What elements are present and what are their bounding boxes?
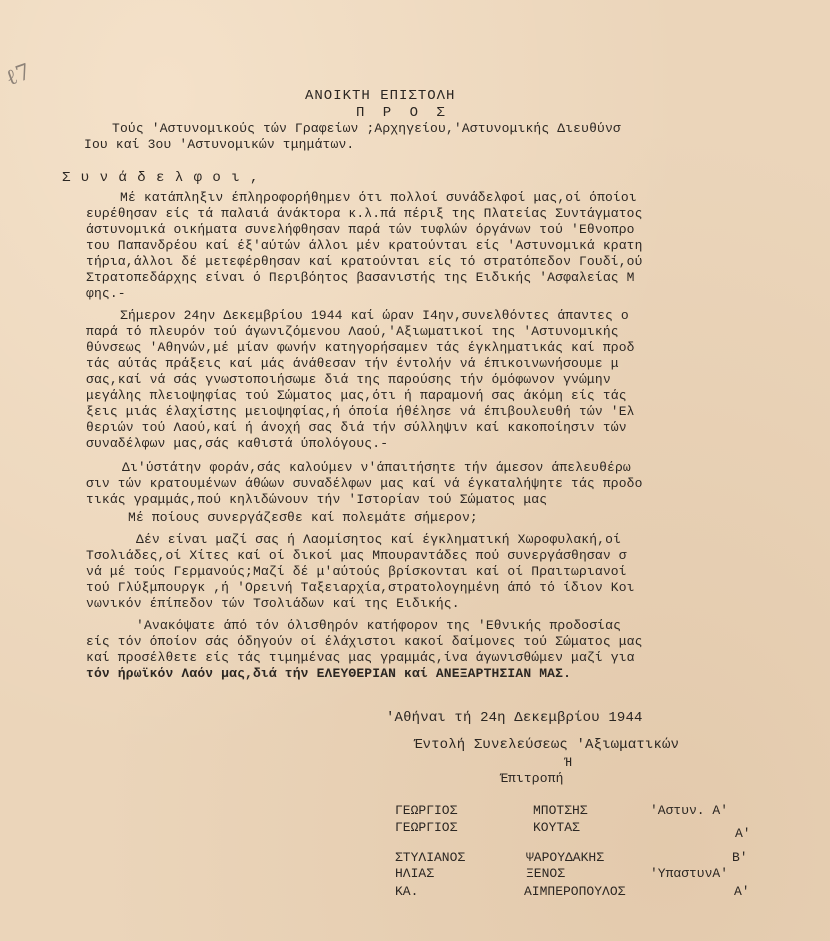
paragraph-line: μεγάλης πλειοψηφίας τού Σώματος μας,ότι ή παραμονή σας άκόμη είς τάς bbox=[86, 388, 627, 403]
signatory-last-name: ΨΑΡΟΥΔΑΚΗΣ bbox=[526, 850, 605, 865]
handwritten-corner-mark: ℓ7 bbox=[2, 59, 35, 92]
paragraph-line: του Παπανδρέου καί έξ'αύτών άλλοι μέν κρατούνται είς 'Αστυνομικά κρατη bbox=[86, 238, 643, 253]
signatory-last-name: ΞΕΝΟΣ bbox=[526, 866, 566, 881]
authority-mark: Ή bbox=[564, 755, 572, 770]
paragraph-line: παρά τό πλευρόν τού άγωνιζόμενου Λαού,'Αξιωματικοί της 'Αστυνομικής bbox=[86, 324, 619, 339]
letter-title: ΑΝΟΙΚΤΗ ΕΠΙΣΤΟΛΗ bbox=[305, 88, 456, 104]
paragraph-line: τόν ήρωϊκόν Λαόν μας,διά τήν ΕΛΕΥΘΕΡΙΑΝ καί ΑΝΕΞΑΡΤΗΣΙΑΝ ΜΑΣ. bbox=[86, 666, 572, 681]
paragraph-line: 'Ανακόψατε άπό τόν όλισθηρόν κατήφορον της 'Εθνικής προδοσίας bbox=[136, 618, 622, 633]
committee-line: Έπιτροπή bbox=[500, 771, 564, 786]
letter-subtitle: Π Ρ Ο Σ bbox=[356, 105, 450, 121]
date-line: 'Αθήναι τή 24η Δεκεμβρίου 1944 bbox=[386, 710, 643, 726]
signatory-last-name: ΜΠΟΤΣΗΣ bbox=[533, 803, 588, 818]
paragraph-line: Τσολιάδες,οί Χίτες καί οί δικοί μας Μπουραντάδες πού συνεργάσθησαν σ bbox=[86, 548, 627, 563]
paragraph-line: Μέ κατάπληξιν έπληροφορήθημεν ότι πολλοί συνάδελφοί μας,οί όποίοι bbox=[120, 190, 637, 205]
paragraph-line: ξεις μιάς έλαχίστης μειοψηφίας,ή όποία ήθέλησε νά έπιβουλευθή τών 'Ελ bbox=[86, 404, 635, 419]
signatory-first-name: ΓΕΩΡΓΙΟΣ bbox=[395, 803, 458, 818]
signatory-first-name: ΗΛΙΑΣ bbox=[395, 866, 435, 881]
paragraph-line: τάς αύτάς πράξεις καί μάς άνάθεσαν τήν έντολήν νά έπικοινωνήσουμε μ bbox=[86, 356, 619, 371]
paragraph-line: φης.- bbox=[86, 286, 126, 301]
signatory-first-name: ΓΕΩΡΓΙΟΣ bbox=[395, 820, 458, 835]
paragraph-line: καί προσέλθετε είς τάς τιμημένας μας γραμμάς,ίνα άγωνισθώμεν μαζί για bbox=[86, 650, 635, 665]
paragraph-line: Στρατοπεδάρχης είναι ό Περιβόητος βασανιστής της Ειδικής 'Ασφαλείας Μ bbox=[86, 270, 635, 285]
paragraph-line: τού Γλύξμπουργκ ,ή 'Ορεινή Ταξειαρχία,στρατολογημένη άπό τό ίδιον Κοι bbox=[86, 580, 635, 595]
signatory-rank: Β' bbox=[732, 850, 748, 865]
paragraph-line: Σήμερον 24ην Δεκεμβρίου 1944 καί ώραν Ι4ην,συνελθόντες άπαντες ο bbox=[120, 308, 629, 323]
signatory-last-name: ΑΙΜΠΕΡΟΠΟΥΛΟΣ bbox=[524, 884, 626, 899]
paragraph-line: είς τόν όποίον σάς όδηγούν οί έλάχιστοι κακοί δαίμονες τού Σώματος μας bbox=[86, 634, 643, 649]
signatory-last-name: ΚΟΥΤΑΣ bbox=[533, 820, 580, 835]
paragraph-line: σιν τών κρατουμένων άθώων συναδέλφων μας καί νά έγκαταλήψητε τάς προδο bbox=[86, 476, 643, 491]
signatory-first-name: ΣΤΥΛΙΑΝΟΣ bbox=[395, 850, 466, 865]
authority-line: Έντολή Συνελεύσεως 'Αξιωματικών bbox=[414, 737, 680, 753]
paragraph-line: συναδέλφων μας,σάς καθιστά ύπολόγους.- bbox=[86, 436, 389, 451]
paragraph-line: Δέν είναι μαζί σας ή Λαομίσητος καί έγκληματική Χωροφυλακή,οί bbox=[136, 532, 622, 547]
signatory-rank: 'Αστυν. Α' bbox=[650, 803, 729, 818]
paragraph-line: θύνσεως 'Αθηνών,μέ μίαν φωνήν κατηγορήσαμεν τάς έγκληματικάς καί προδ bbox=[86, 340, 635, 355]
signatory-rank: Α' bbox=[734, 884, 750, 899]
salutation: Σ υ ν ά δ ε λ φ ο ι , bbox=[62, 170, 260, 186]
paragraph-line: Δι'ύστάτην φοράν,σάς καλούμεν ν'άπαιτήσητε τήν άμεσον άπελευθέρω bbox=[122, 460, 631, 475]
paragraph-line: σας,καί νά σάς γνωστοποιήσωμε διά της παρούσης τήν όμόφωνον γνώμην bbox=[86, 372, 611, 387]
recipients-line: Ιου καί 3ου 'Αστυνομικών τμημάτων. bbox=[84, 137, 355, 152]
paragraph-line: ευρέθησαν είς τά παλαιά άνάκτορα κ.λ.πά πέριξ της Πλατείας Συντάγματος bbox=[86, 206, 643, 221]
recipients-line: Τούς 'Αστυνομικούς τών Γραφείων ;Αρχηγείου,'Αστυνομικής Διευθύνσ bbox=[112, 121, 621, 136]
paragraph-line: άστυνομικά οικήματα συνελήφθησαν παρά τών τυφλών όργάνων τού 'Εθνοπρο bbox=[86, 222, 635, 237]
paragraph-line: θεριών τού Λαού,καί ή άνοχή σας διά τήν σύλληψιν καί κακοποίησιν τών bbox=[86, 420, 627, 435]
paragraph-line: τικάς γραμμάς,πού κηλιδώνουν τήν 'Ιστορίαν τού Σώματος μας bbox=[86, 492, 548, 507]
signatory-rank: 'ΥπαστυνΑ' bbox=[650, 866, 729, 881]
paragraph-line: νωνικόν έπίπεδον τών Τσολιάδων καί της Ειδικής. bbox=[86, 596, 460, 611]
signatory-rank: Α' bbox=[735, 826, 751, 841]
paragraph-line: νά μέ τούς Γερμανούς;Μαζί δέ μ'αύτούς βρίσκονται καί οί Πραιτωριανοί bbox=[86, 564, 627, 579]
signatory-first-name: ΚΑ. bbox=[395, 884, 419, 899]
paragraph-line: Μέ ποίους συνεργάζεσθε καί πολεμάτε σήμερον; bbox=[128, 510, 478, 525]
paragraph-line: τήρια,άλλοι δέ μετεφέρθησαν καί κρατούνται είς τό στρατόπεδον Γουδί,ού bbox=[86, 254, 643, 269]
